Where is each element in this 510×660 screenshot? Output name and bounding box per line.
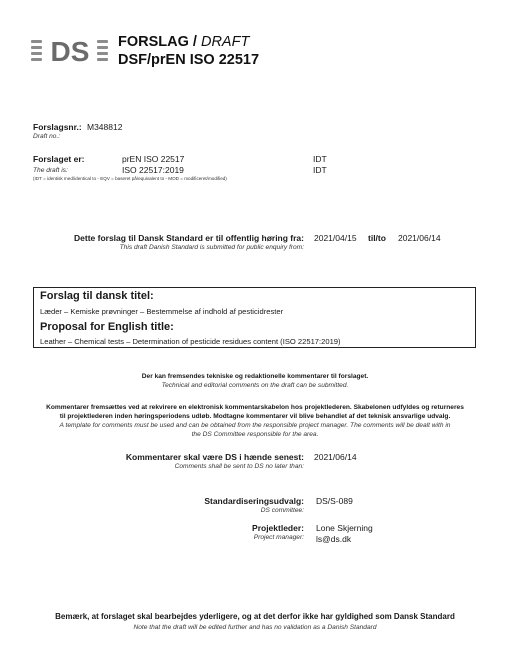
identity-value-1: prEN ISO 22517	[122, 154, 185, 164]
identity-value-2: ISO 22517:2019	[122, 165, 184, 175]
template-info-da-2: til projektlederen inden høringsperiodens udløb. Modtagne kommentarer vil blive behandlet af det teknisk ansvarlige udvalg.	[59, 413, 451, 420]
manager-email: ls@ds.dk	[316, 534, 352, 544]
manager-name: Lone Skjerning	[316, 523, 373, 533]
proposal-no-value: M348812	[87, 122, 123, 132]
enquiry-to: 2021/06/14	[398, 233, 441, 243]
committee-label: Standardiseringsudvalg:	[204, 496, 304, 506]
footer-en: Note that the draft will be edited further and has no validation as a Danish Standard	[133, 624, 377, 631]
da-title: Læder – Kemiske prøvninger – Bestemmelse af indhold af pesticidrester	[40, 307, 284, 316]
deadline-label: Kommentarer skal være DS i hænde senest:	[125, 452, 304, 462]
draft-label: DRAFT	[200, 34, 250, 50]
template-info-en-2: the DS Committee responsible for the area.	[191, 431, 319, 438]
proposal-no-label-en: Draft no.:	[33, 133, 61, 140]
doc-label	[118, 34, 249, 50]
deadline-label-en: Comments shall be sent to DS no later than:	[174, 463, 304, 470]
logo-letters: DS	[50, 37, 90, 63]
manager-label: Projektleder:	[252, 523, 304, 533]
footer-da: Bemærk, at forslaget skal bearbejdes yderligere, og at det derfor ikke har gyldighed som Dansk Standard	[55, 612, 455, 621]
template-info-da-1: Kommentarer fremsættes ved at rekvirere en elektronisk kommentarskabelon hos projektlederen. Skabelonen udfyldes og returneres	[46, 404, 464, 411]
standard-id: DSF/prEN ISO 22517	[118, 52, 260, 68]
title-box	[33, 287, 476, 348]
committee-label-en: DS committee:	[260, 507, 304, 514]
proposal-no-label: Forslagsnr.:	[33, 122, 82, 132]
committee-value: DS/S-089	[316, 496, 353, 506]
enquiry-label: Dette forslag til Dansk Standard er til offentlig høring fra:	[74, 233, 304, 243]
enquiry-til: til/to	[368, 233, 386, 243]
manager-label-en: Project manager:	[253, 534, 304, 541]
deadline-value: 2021/06/14	[314, 452, 357, 462]
identity-label-en: The draft is:	[33, 167, 68, 174]
enquiry-from: 2021/04/15	[314, 233, 357, 243]
identity-rel-1: IDT	[313, 154, 327, 164]
ds-logo	[31, 37, 109, 63]
en-title: Leather – Chemical tests – Determination of pesticide residues content (ISO 22517:2019)	[40, 337, 341, 346]
da-title-heading: Forslag til dansk titel:	[40, 290, 154, 302]
identity-rel-2: IDT	[313, 165, 327, 175]
enquiry-label-en: This draft Danish Standard is submitted for public enquiry from:	[119, 244, 304, 251]
template-info-en-1: A template for comments must be used and can be obtained from the responsible project manager. The comments will be dealt with in	[59, 422, 451, 429]
comments-info-da: Der kan fremsendes tekniske og redaktionelle kommentarer til forslaget.	[141, 373, 369, 380]
en-title-heading: Proposal for English title:	[40, 321, 174, 333]
forslag-label: FORSLAG /	[118, 34, 197, 50]
identity-note: (IDT = identisk med/identical to - EQV = baseret på/equivalent to - MOD = modificeret/modified)	[33, 176, 227, 181]
identity-label: Forslaget er:	[33, 154, 85, 164]
comments-info-en: Technical and editorial comments on the draft can be submitted.	[161, 382, 349, 389]
